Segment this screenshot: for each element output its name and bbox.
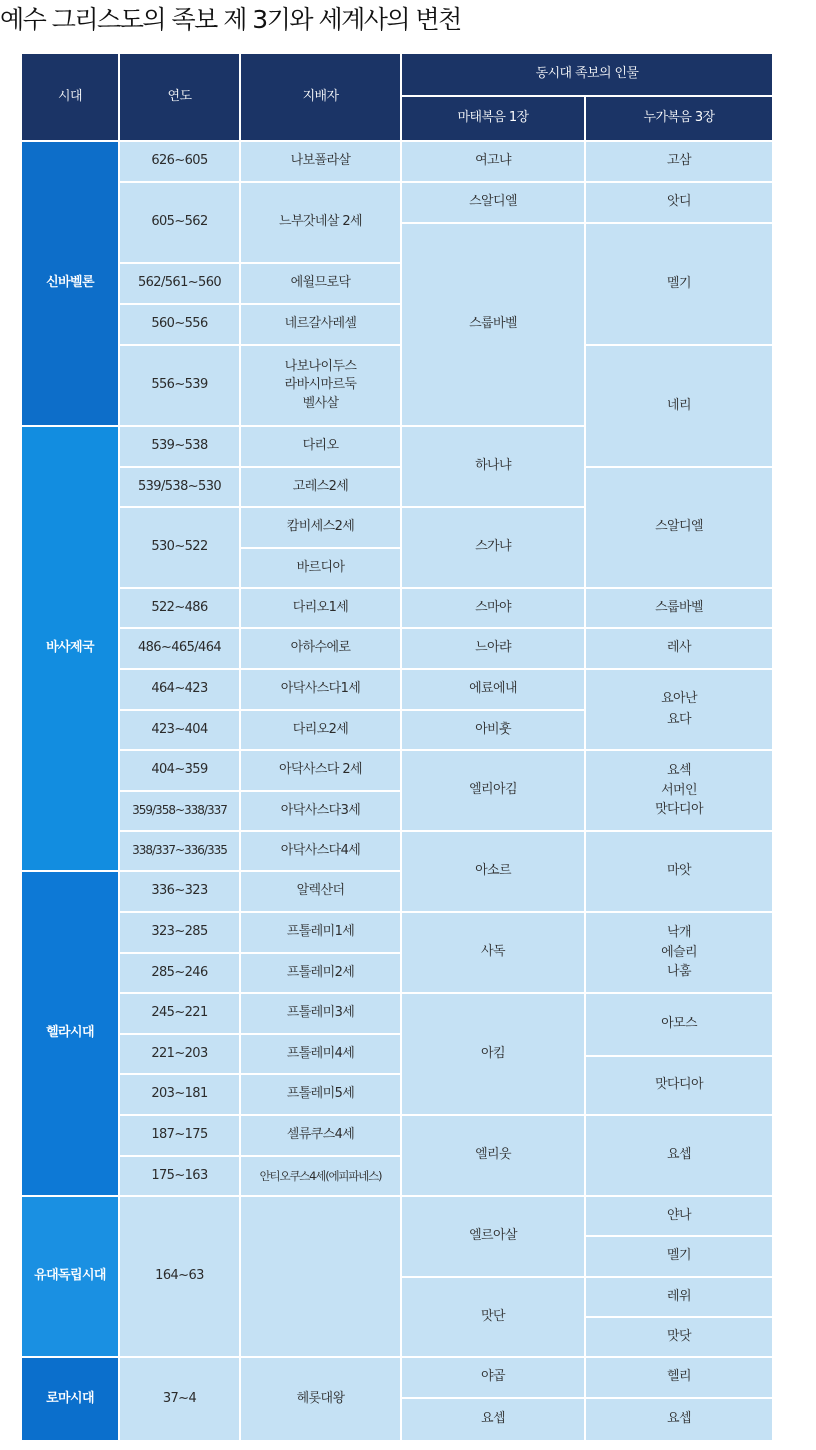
ruler-cell: [241, 1197, 400, 1356]
period-cell: 헬라시대: [22, 872, 118, 1195]
ruler-cell: 프톨레미4세: [241, 1035, 400, 1073]
luke-cell: 네리: [586, 346, 772, 466]
luke-cell: 멜기: [586, 1237, 772, 1276]
year-cell: 285~246: [120, 954, 239, 992]
ruler-cell: 프톨레미3세: [241, 994, 400, 1033]
matthew-cell: 엘리웃: [402, 1116, 584, 1195]
genealogy-table: [22, 54, 772, 1440]
period-cell: 유대독립시대: [22, 1197, 118, 1356]
matthew-cell: 아킴: [402, 994, 584, 1114]
matthew-cell: 요셉: [402, 1399, 584, 1440]
header-luke: 누가복음 3장: [586, 97, 772, 140]
ruler-cell: 네르갈사레셀: [241, 305, 400, 344]
luke-cell: 스알디엘: [586, 468, 772, 587]
year-cell: 560~556: [120, 305, 239, 344]
year-cell: 423~404: [120, 711, 239, 749]
ruler-cell: 안티오쿠스4세(에피파네스): [241, 1157, 400, 1195]
ruler-cell: 아닥사스다1세: [241, 670, 400, 709]
matthew-cell: 맛단: [402, 1278, 584, 1356]
ruler-cell: 다리오: [241, 427, 400, 466]
luke-cell: 스룹바벨: [586, 589, 772, 627]
year-cell: 323~285: [120, 913, 239, 952]
matthew-cell: 야곱: [402, 1358, 584, 1397]
ruler-cell: 프톨레미2세: [241, 954, 400, 992]
matthew-cell: 스가냐: [402, 508, 584, 587]
matthew-cell: 사독: [402, 913, 584, 992]
year-cell: 486~465/464: [120, 629, 239, 668]
matthew-cell: 스알디엘: [402, 183, 584, 222]
matthew-cell: 에료에내: [402, 670, 584, 709]
period-cell: 로마시대: [22, 1358, 118, 1440]
luke-cell: 맛닷: [586, 1318, 772, 1356]
ruler-cell: 아닥사스다4세: [241, 832, 400, 870]
year-cell: 245~221: [120, 994, 239, 1033]
luke-cell: 얀나: [586, 1197, 772, 1235]
year-cell: 336~323: [120, 872, 239, 911]
period-cell: 신바벨론: [22, 142, 118, 425]
ruler-cell: 아하수에로: [241, 629, 400, 668]
period-cell: 바사제국: [22, 427, 118, 870]
year-cell: 539~538: [120, 427, 239, 466]
luke-cell: 헬리: [586, 1358, 772, 1397]
year-cell: 359/358~338/337: [120, 792, 239, 830]
ruler-cell: 바르디아: [241, 549, 400, 587]
matthew-cell: 스마야: [402, 589, 584, 627]
matthew-cell: 스룹바벨: [402, 224, 584, 425]
matthew-cell: 여고냐: [402, 142, 584, 181]
year-cell: 187~175: [120, 1116, 239, 1155]
luke-cell: 레위: [586, 1278, 772, 1316]
luke-cell: 레사: [586, 629, 772, 668]
matthew-cell: 하나냐: [402, 427, 584, 506]
year-cell: 175~163: [120, 1157, 239, 1195]
year-cell: 164~63: [120, 1197, 239, 1356]
year-cell: 539/538~530: [120, 468, 239, 506]
luke-cell: 낙개 에슬리 나훔: [586, 913, 772, 992]
header-contemporaries: 동시대 족보의 인물: [402, 54, 772, 95]
matthew-cell: 느아랴: [402, 629, 584, 668]
matthew-cell: 엘르아살: [402, 1197, 584, 1276]
luke-cell: 요섹 서머인 맛다디아: [586, 751, 772, 830]
year-cell: 37~4: [120, 1358, 239, 1440]
ruler-cell: 나보나이두스 라바시마르둑 벨사살: [241, 346, 400, 425]
luke-cell: 요셉: [586, 1399, 772, 1440]
year-cell: 605~562: [120, 183, 239, 262]
ruler-cell: 셀류쿠스4세: [241, 1116, 400, 1155]
year-cell: 464~423: [120, 670, 239, 709]
year-cell: 562/561~560: [120, 264, 239, 303]
ruler-cell: 프톨레미1세: [241, 913, 400, 952]
ruler-cell: 아닥사스다3세: [241, 792, 400, 830]
ruler-cell: 알렉산더: [241, 872, 400, 911]
year-cell: 221~203: [120, 1035, 239, 1073]
luke-cell: 고삼: [586, 142, 772, 181]
ruler-cell: 다리오1세: [241, 589, 400, 627]
year-cell: 530~522: [120, 508, 239, 587]
ruler-cell: 헤롯대왕: [241, 1358, 400, 1440]
year-cell: 404~359: [120, 751, 239, 790]
ruler-cell: 느부갓네살 2세: [241, 183, 400, 262]
luke-cell: 마앗: [586, 832, 772, 911]
ruler-cell: 아닥사스다 2세: [241, 751, 400, 790]
luke-cell: 아모스: [586, 994, 772, 1055]
luke-cell: 맛다디아: [586, 1057, 772, 1114]
year-cell: 556~539: [120, 346, 239, 425]
page-title: 예수 그리스도의 족보 제 3기와 세계사의 변천: [0, 5, 461, 34]
luke-cell: 요셉: [586, 1116, 772, 1195]
ruler-cell: 에윌므로닥: [241, 264, 400, 303]
ruler-cell: 캄비세스2세: [241, 508, 400, 547]
luke-cell: 멜기: [586, 224, 772, 344]
year-cell: 338/337~336/335: [120, 832, 239, 870]
luke-cell: 요아난 요다: [586, 670, 772, 749]
luke-cell: 앗디: [586, 183, 772, 222]
year-cell: 203~181: [120, 1075, 239, 1114]
ruler-cell: 다리오2세: [241, 711, 400, 749]
year-cell: 522~486: [120, 589, 239, 627]
matthew-cell: 아비훗: [402, 711, 584, 749]
ruler-cell: 프톨레미5세: [241, 1075, 400, 1114]
matthew-cell: 아소르: [402, 832, 584, 911]
header-matthew: 마태복음 1장: [402, 97, 584, 140]
header-year: 연도: [120, 54, 239, 140]
matthew-cell: 엘리아김: [402, 751, 584, 830]
header-period: 시대: [22, 54, 118, 140]
header-ruler: 지배자: [241, 54, 400, 140]
ruler-cell: 나보폴라살: [241, 142, 400, 181]
ruler-cell: 고레스2세: [241, 468, 400, 506]
year-cell: 626~605: [120, 142, 239, 181]
